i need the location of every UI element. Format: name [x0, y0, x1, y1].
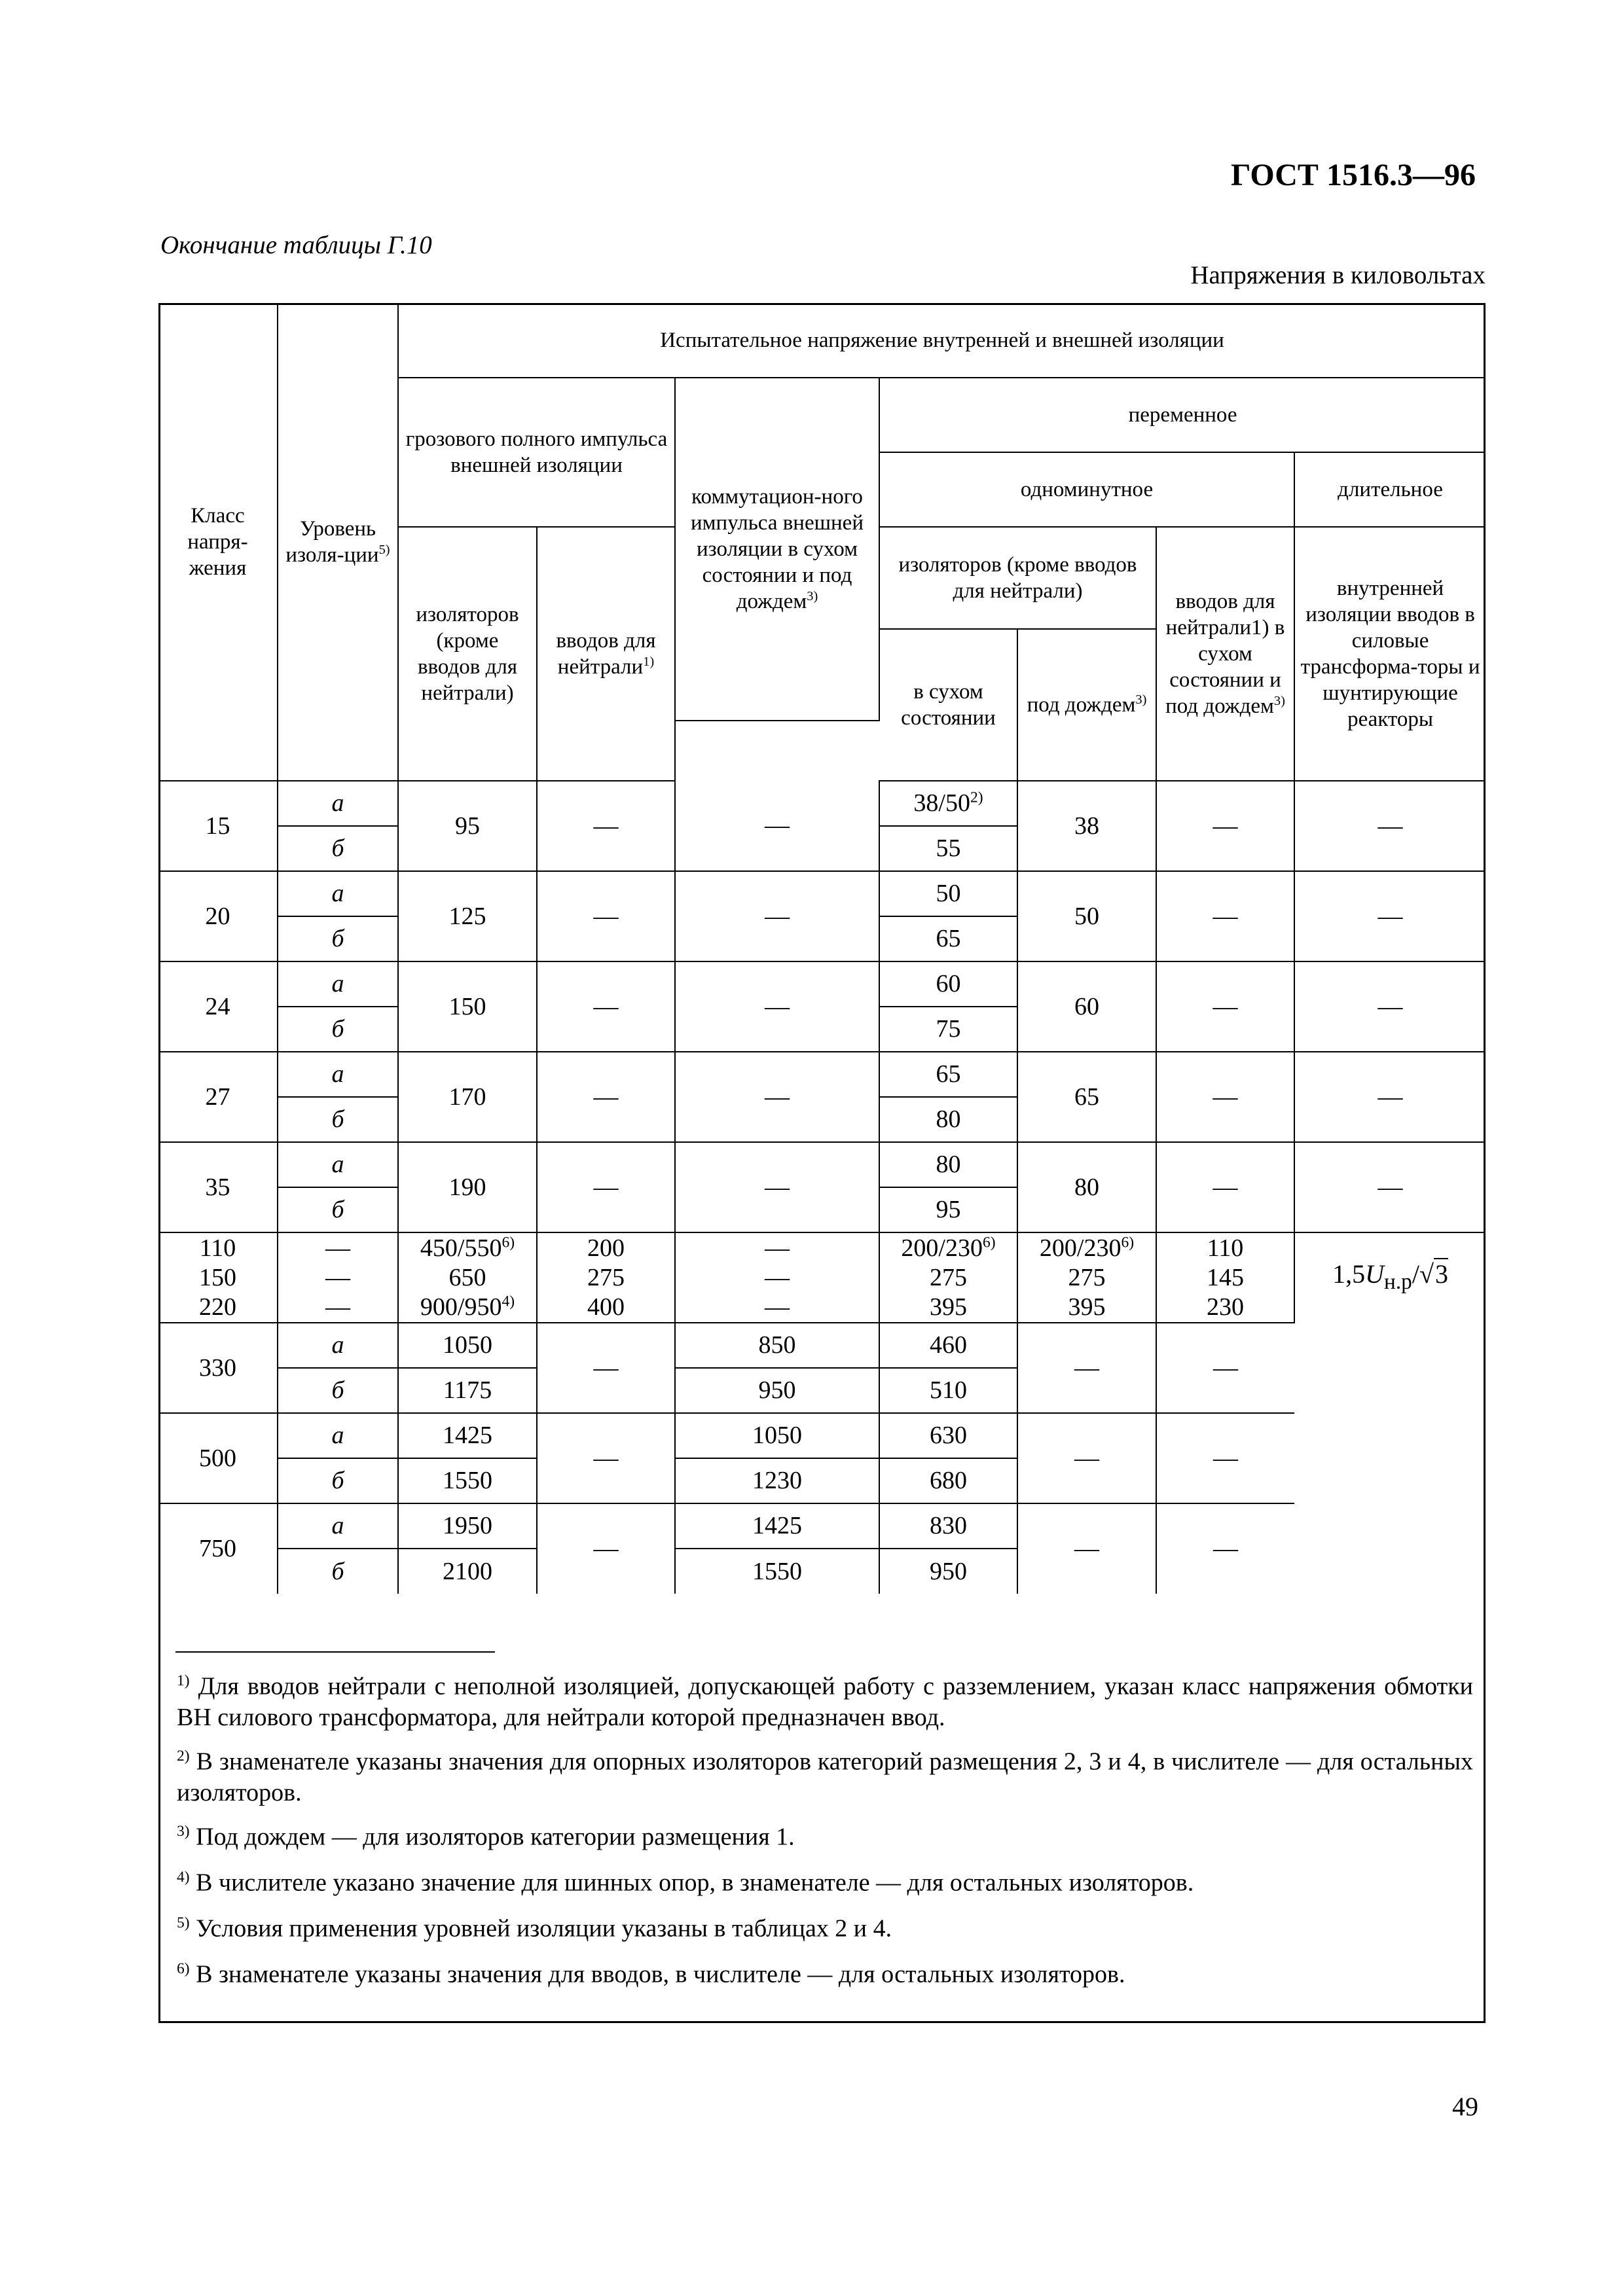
cell-dry-a: 830 [879, 1503, 1017, 1549]
cell-class: 24 [158, 961, 278, 1052]
cell-switching-b: 1230 [675, 1458, 879, 1503]
cell-rain: 38 [1017, 781, 1156, 871]
header-lightning: грозового полного импульса внешней изоляции [398, 378, 675, 527]
cell-rain: 65 [1017, 1052, 1156, 1142]
cell-level-b: б [278, 1097, 398, 1142]
cell-level-b: б [278, 1549, 398, 1594]
header-internal-bushings: внутренней изоляции вводов в силовые трансформа-торы и шунтирующие реакторы [1294, 527, 1486, 781]
cell-neutral-ac: — [1156, 1503, 1294, 1594]
cell-switching: — [675, 871, 879, 961]
table-row [158, 1413, 1486, 1458]
cell-level: — — — [278, 1232, 398, 1323]
cell-level-a: а [278, 1413, 398, 1458]
cell-dry-b: 80 [879, 1097, 1017, 1142]
cell-neutral: — [537, 1503, 675, 1594]
footnote-item [177, 1816, 1473, 1853]
cell-dry-a: 50 [879, 871, 1017, 916]
cell-lightning-a: 1050 [398, 1323, 537, 1368]
header-long-term: длительное [1294, 452, 1486, 527]
header-neutral-text: вводов для нейтрали [556, 629, 656, 679]
footnote-mark: 4) [177, 1869, 190, 1886]
cell-neutral-ac: — [1156, 871, 1294, 961]
cell-level-b: б [278, 1458, 398, 1503]
footnote-ref: 5) [378, 542, 390, 557]
footnote-item [177, 1741, 1473, 1808]
cell-rain: 50 [1017, 871, 1156, 961]
header-class: Класс напря-жения [158, 303, 278, 781]
voltage-table [158, 303, 1486, 1594]
cell-switching-b: 950 [675, 1368, 879, 1413]
cell-neutral-ac: — [1156, 961, 1294, 1052]
header-rain-text: под дождем [1027, 693, 1136, 717]
table-row [158, 961, 1486, 1007]
formula: $1,5U_{н.р}/√3$ [1332, 1259, 1448, 1294]
table-row [158, 781, 1486, 826]
footnote-mark: 2) [177, 1748, 190, 1765]
cell-rain: — [1017, 1503, 1156, 1594]
cell-dry-b: 950 [879, 1549, 1017, 1594]
footnote-ref: 3) [807, 589, 818, 603]
cell-class: 750 [158, 1503, 278, 1594]
cell-level-b: б [278, 1187, 398, 1232]
cell-dry-b: 75 [879, 1007, 1017, 1052]
cell-switching-a: 1425 [675, 1503, 879, 1549]
footnote-item [177, 1908, 1473, 1945]
table-row [158, 1142, 1486, 1187]
header-dry: в сухом состоянии [879, 629, 1017, 781]
cell-lightning: 150 [398, 961, 537, 1052]
cell-class: 330 [158, 1323, 278, 1413]
cell-level-a: а [278, 961, 398, 1007]
cell-neutral: — [537, 1413, 675, 1503]
footnote-rule [175, 1651, 495, 1653]
cell-lightning-a: 1425 [398, 1413, 537, 1458]
footnote-item [177, 1954, 1473, 1990]
cell-rain: 60 [1017, 961, 1156, 1052]
table-row [158, 1232, 1486, 1323]
cell-level-b: б [278, 1368, 398, 1413]
table-row [158, 871, 1486, 916]
footnote-text: В числителе указано значение для шинных опор, в знаменателе — для остальных изоляторов. [196, 1869, 1194, 1897]
cell-lightning: 95 [398, 781, 537, 871]
cell-class: 500 [158, 1413, 278, 1503]
cell-long-term: — [1294, 781, 1486, 871]
cell-neutral-ac: — [1156, 1413, 1294, 1503]
footnote-ref: 3) [1273, 694, 1285, 708]
cell-switching: — [675, 1142, 879, 1232]
cell-dry: 200/230$^{6)}$ 275 395 [879, 1232, 1017, 1323]
cell-neutral-ac: 110 145 230 [1156, 1232, 1294, 1323]
page-number: 49 [1452, 2092, 1478, 2121]
header-neutral-bushings [537, 527, 675, 781]
table-row [158, 1323, 1486, 1368]
cell-neutral: 200 275 400 [537, 1232, 675, 1323]
cell-neutral: — [537, 961, 675, 1052]
cell-class: 27 [158, 1052, 278, 1142]
units-note: Напряжения в киловольтах [1190, 261, 1486, 289]
cell-lightning: 170 [398, 1052, 537, 1142]
cell-switching: — [675, 961, 879, 1052]
cell-neutral: — [537, 781, 675, 871]
header-level-text: Уровень изоля-ции [285, 516, 379, 567]
cell-dry-a: 80 [879, 1142, 1017, 1187]
cell-dry-b: 55 [879, 826, 1017, 871]
cell-dry-b: 680 [879, 1458, 1017, 1503]
cell-lightning: 190 [398, 1142, 537, 1232]
cell-long-term: — [1294, 1052, 1486, 1142]
cell-rain: — [1017, 1323, 1156, 1413]
document-id: ГОСТ 1516.3—96 [1231, 158, 1476, 192]
footnote-text: Условия применения уровней изоляции указаны в таблицах 2 и 4. [196, 1914, 892, 1943]
cell-level-a: а [278, 1503, 398, 1549]
cell-dry-b: 510 [879, 1368, 1017, 1413]
cell-level-a: а [278, 1323, 398, 1368]
cell-class: 35 [158, 1142, 278, 1232]
cell-lightning-a: 1950 [398, 1503, 537, 1549]
header-test-voltage: Испытательное напряжение внутренней и внешней изоляции [398, 303, 1486, 378]
cell-dry-a: 65 [879, 1052, 1017, 1097]
footnote-mark: 5) [177, 1914, 190, 1931]
header-neutral-ac [1156, 527, 1294, 781]
cell-long-term: — [1294, 1142, 1486, 1232]
cell-class: 20 [158, 871, 278, 961]
footnote-text: В знаменателе указаны значения для опорных изоляторов категорий размещения 2, 3 и 4, в числителе — для остальных изоляторов. [177, 1748, 1473, 1806]
header-rain [1017, 629, 1156, 781]
cell-neutral-ac: — [1156, 1323, 1294, 1413]
footnote-ref: 3) [1135, 692, 1147, 707]
cell-switching: — [675, 781, 879, 871]
cell-dry-a: 38/50$^{2)}$ [879, 781, 1017, 826]
low-voltage-rows [158, 781, 1486, 1232]
cell-level-a: а [278, 1052, 398, 1097]
cell-level-a: а [278, 781, 398, 826]
cell-dry-a: 60 [879, 961, 1017, 1007]
table-row [158, 1052, 1486, 1097]
cell-neutral-ac: — [1156, 781, 1294, 871]
cell-switching-b: 1550 [675, 1549, 879, 1594]
cell-lightning-b: 1175 [398, 1368, 537, 1413]
cell-switching-a: 1050 [675, 1413, 879, 1458]
cell-dry-a: 630 [879, 1413, 1017, 1458]
header-ac: переменное [879, 378, 1486, 452]
cell-lightning: 450/550$^{6)}$ 650 900/950$^{4)}$ [398, 1232, 537, 1323]
footnote-mark: 6) [177, 1960, 190, 1977]
cell-neutral-ac: — [1156, 1142, 1294, 1232]
cell-dry-a: 460 [879, 1323, 1017, 1368]
footnote-text: Под дождем — для изоляторов категории размещения 1. [196, 1823, 795, 1851]
cell-long-term: — [1294, 961, 1486, 1052]
cell-switching: — — — [675, 1232, 879, 1323]
cell-lightning: 125 [398, 871, 537, 961]
cell-class: 110 150 220 [158, 1232, 278, 1323]
header-switching-text: коммутацион-ного импульса внешней изоляции в сухом состоянии и под дождем [691, 485, 864, 613]
cell-switching-a: 850 [675, 1323, 879, 1368]
cell-switching: — [675, 1052, 879, 1142]
cell-neutral: — [537, 1323, 675, 1413]
cell-lightning-b: 2100 [398, 1549, 537, 1594]
footnote-item [177, 1666, 1473, 1733]
table-caption: Окончание таблицы Г.10 [160, 231, 432, 259]
footnote-item [177, 1862, 1473, 1899]
cell-long-term: — [1294, 871, 1486, 961]
header-insulators: изоляторов (кроме вводов для нейтрали) [398, 527, 537, 781]
cell-level-b: б [278, 1007, 398, 1052]
cell-level-b: б [278, 826, 398, 871]
cell-rain: — [1017, 1413, 1156, 1503]
header-neutral-ac-text: вводов для нейтрали1) в сухом состоянии и под дождем [1165, 590, 1285, 718]
footnote-mark: 1) [177, 1672, 190, 1689]
footnote-mark: 3) [177, 1823, 190, 1840]
cell-lightning-b: 1550 [398, 1458, 537, 1503]
cell-class: 15 [158, 781, 278, 871]
footnote-text: В знаменателе указаны значения для вводов, в числителе — для остальных изоляторов. [196, 1960, 1125, 1988]
cell-dry-b: 65 [879, 916, 1017, 961]
cell-long-term-formula [1294, 1232, 1486, 1323]
footnote-ref: 1) [643, 655, 655, 669]
cell-rain: 200/230$^{6)}$ 275 395 [1017, 1232, 1156, 1323]
cell-neutral: — [537, 1142, 675, 1232]
header-one-minute: одноминутное [879, 452, 1294, 527]
high-voltage-rows [158, 1323, 1486, 1594]
cell-level-a: а [278, 1142, 398, 1187]
cell-level-b: б [278, 916, 398, 961]
cell-neutral-ac: — [1156, 1052, 1294, 1142]
header-insulators-ac: изоляторов (кроме вводов для нейтрали) [879, 527, 1156, 629]
header-switching [675, 378, 879, 721]
cell-dry-b: 95 [879, 1187, 1017, 1232]
cell-rain: 80 [1017, 1142, 1156, 1232]
cell-level-a: а [278, 871, 398, 916]
table-row [158, 1503, 1486, 1549]
header-level [278, 303, 398, 781]
cell-neutral: — [537, 1052, 675, 1142]
cell-neutral: — [537, 871, 675, 961]
footnote-text: Для вводов нейтрали с неполной изоляцией, допускающей работу с разземлением, указан класс напряжения обмотки ВН силового трансформатора, для нейтрали которой предназначен ввод. [177, 1672, 1474, 1731]
